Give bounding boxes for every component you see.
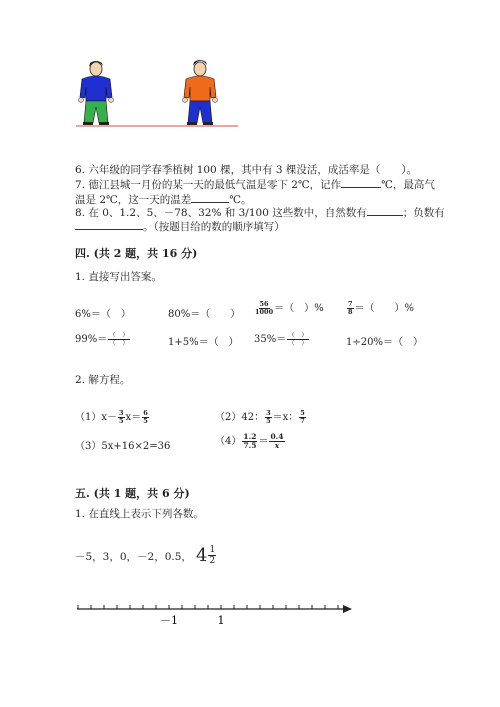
calc-r1c1: 6%＝（ ） [75, 309, 131, 320]
question-6: 6. 六年级的同学春季植树 100 棵，其中有 3 棵没活，成活率是（ ）。 [75, 164, 418, 176]
q8-blank-1[interactable] [367, 215, 403, 216]
calc-r2c2: 1+5%＝（ ） [168, 337, 239, 348]
person-left-figure [79, 61, 114, 125]
calc-r1c2: 80%＝（ ） [168, 309, 241, 320]
q8-text-a: 8. 在 0、1.2、5、－78、32% 和 3/100 这些数中，自然数有 [75, 207, 367, 219]
equation-3: （3）5x+16×2=36 [75, 441, 171, 452]
axis-label-pos1: 1 [217, 614, 225, 627]
calc-r2c4: 1÷20%＝（ ） [346, 337, 423, 348]
fraction: $\frac{( )}{( )}$ [109, 331, 129, 347]
section-5-title: 五. (共 1 题，共 6 分) [75, 487, 190, 500]
q7-text-d: ℃。 [229, 194, 252, 206]
person-right-figure [183, 60, 218, 125]
question-8-line1 [75, 206, 445, 221]
question-7-line1 [75, 178, 435, 193]
axis-label-neg1: －1 [160, 614, 178, 627]
number-line[interactable] [75, 600, 355, 630]
q7-text-b: ℃，最高气 [381, 179, 435, 191]
q8-blank-2[interactable] [75, 229, 143, 230]
calc-r1c4: $\frac{7}{8}$ ＝（ ）% [348, 300, 415, 316]
fraction: $\frac{56}{1000}$ [255, 300, 274, 316]
calc-r1c3: $\frac{56}{1000}$ ＝（ ）% [255, 300, 324, 316]
equation-2: （2）42： $\frac{3}{5}$ ＝x： $\frac{5}{7}$ [215, 409, 305, 425]
q8-text-c: 。（按题目给的数的顺序填写） [143, 221, 285, 233]
calc-r2c1: 99%＝ $\frac{( )}{( )}$ [75, 331, 129, 347]
fraction: $\frac{( )}{( )}$ [288, 331, 308, 347]
two-people-illustration [70, 55, 240, 135]
q7-blank-1[interactable] [341, 187, 381, 188]
section-5-q1-title: 1. 在直线上表示下列各数。 [75, 508, 204, 520]
fraction: $\frac{7}{8}$ [348, 300, 353, 316]
calc-r2c3: 35%＝ $\frac{( )}{( )}$ [254, 331, 308, 347]
mixed-number: 4 $\frac{1}{2}$ [196, 545, 216, 566]
number-line-ticks [78, 605, 338, 609]
section-4-q1-title: 1. 直接写出答案。 [75, 271, 162, 283]
question-8-line2 [75, 220, 285, 235]
arrow-head-icon [343, 605, 352, 613]
equation-4: （4） $\frac{1.2}{7.5}$ ＝ $\frac{0.4}{x}$ [215, 432, 284, 450]
q7-blank-2[interactable] [191, 202, 229, 203]
section-4-title: 四. (共 2 题，共 16 分) [75, 247, 198, 260]
q8-text-b: ；负数有 [402, 207, 445, 219]
numbers-list: －5，3，0，－2，0.5， [75, 551, 192, 563]
q7-text-a: 7. 德江县城一月份的某一天的最低气温是零下 2℃，记作 [75, 179, 342, 191]
section-4-q2-title: 2. 解方程。 [75, 374, 131, 386]
q7-text-c: 温是 2℃，这一天的温差 [75, 194, 192, 206]
equation-1: （1）x－ $\frac{3}{5}$ x＝ $\frac{6}{5}$ [75, 409, 148, 425]
